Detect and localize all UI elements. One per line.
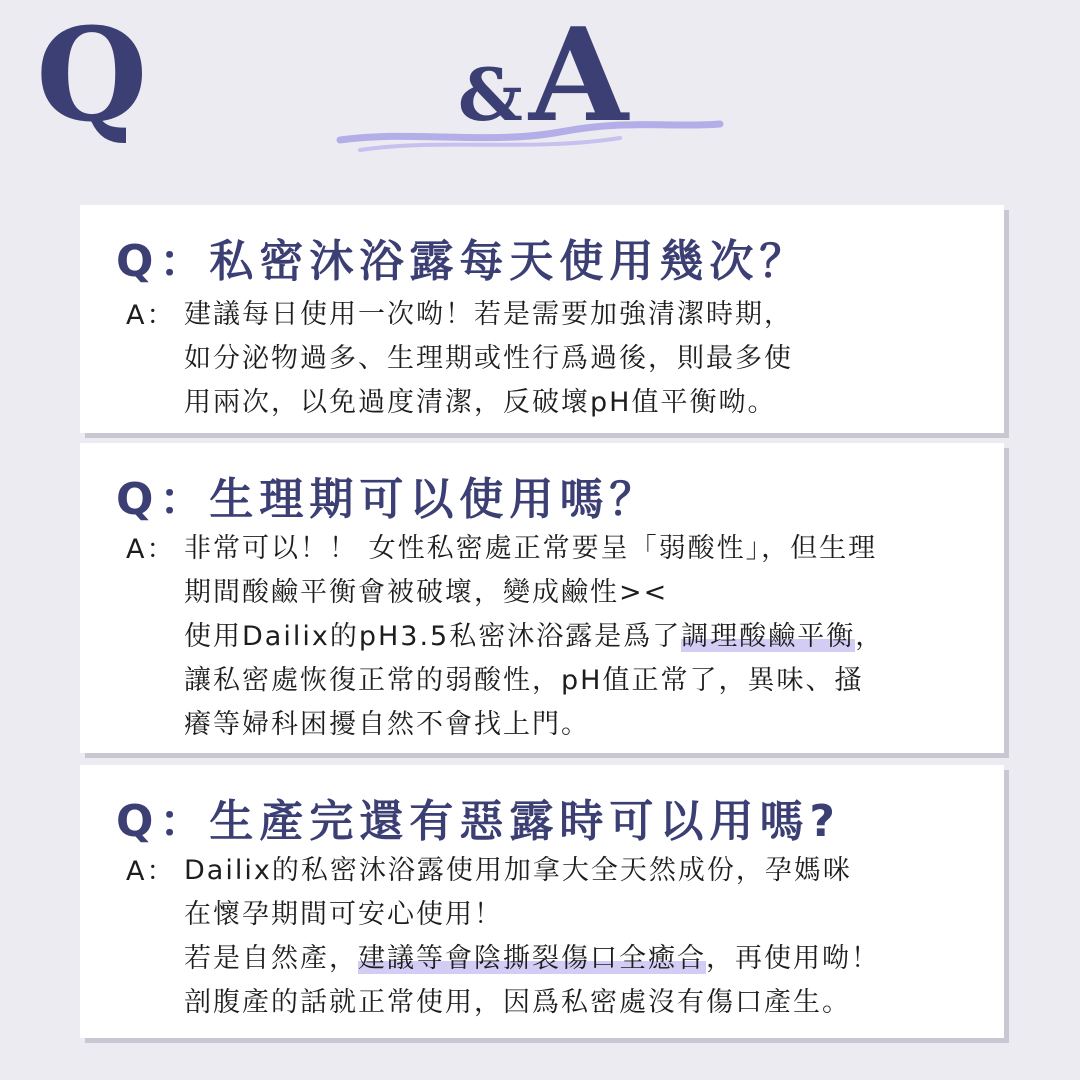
answer-line: 在懷孕期間可安心使用！: [184, 899, 503, 930]
answer-line: 剖腹產的話就正常使用，因爲私密處沒有傷口產生。: [184, 987, 851, 1018]
faq-card-3: [80, 765, 1004, 1038]
answer-line: 用兩次，以免過度清潔，反破壞pH值平衡呦。: [184, 387, 777, 418]
faq-question: Q：生產完還有惡露時可以用嗎?: [116, 796, 841, 847]
faq-answer: [184, 849, 880, 1025]
answer-line: [184, 937, 880, 981]
faq-card-1: [80, 205, 1004, 433]
header: [0, 0, 1080, 190]
faq-answer: [184, 527, 884, 747]
faq-question: Q：生理期可以使用嗎？: [116, 474, 660, 525]
highlighted-text: 調理酸鹼平衡: [681, 621, 856, 652]
answer-line: 癢等婦科困擾自然不會找上門。: [184, 709, 590, 740]
logo-ampersand: &: [457, 52, 523, 137]
answer-text: 若是自然產，: [184, 943, 358, 974]
highlighted-text: 建議等會陰撕裂傷口全癒合: [358, 943, 706, 974]
answer-line: 如分泌物過多、生理期或性行爲過後，則最多使: [184, 343, 793, 374]
answer-line: Dailix的私密沐浴露使用加拿大全天然成份，孕媽咪: [184, 855, 852, 886]
answer-line: 期間酸鹼平衡會被破壞，變成鹼性><: [184, 577, 669, 608]
answer-text: 使用Dailix的pH3.5私密沐浴露是爲了: [184, 621, 682, 652]
answer-text: ，: [855, 621, 885, 652]
logo-q: Q: [36, 1, 154, 151]
logo-a: A: [528, 1, 629, 151]
answer-text: ，再使用呦！: [706, 943, 880, 974]
answer-line: 非常可以！！ 女性私密處正常要呈「弱酸性」，但生理: [184, 533, 878, 564]
answer-label: A：: [126, 856, 176, 887]
qa-logo: [0, 1, 1080, 151]
answer-label: A：: [126, 300, 176, 331]
answer-line: [184, 615, 884, 659]
answer-label: A：: [126, 534, 176, 565]
answer-line: 建議每日使用一次呦！若是需要加強清潔時期，: [184, 299, 793, 330]
answer-line: 讓私密處恢復正常的弱酸性，pH值正常了，異味、搔: [184, 665, 864, 696]
faq-answer: [184, 293, 793, 425]
faq-question: Q：私密沐浴露每天使用幾次？: [116, 236, 810, 287]
faq-card-2: [80, 443, 1004, 753]
